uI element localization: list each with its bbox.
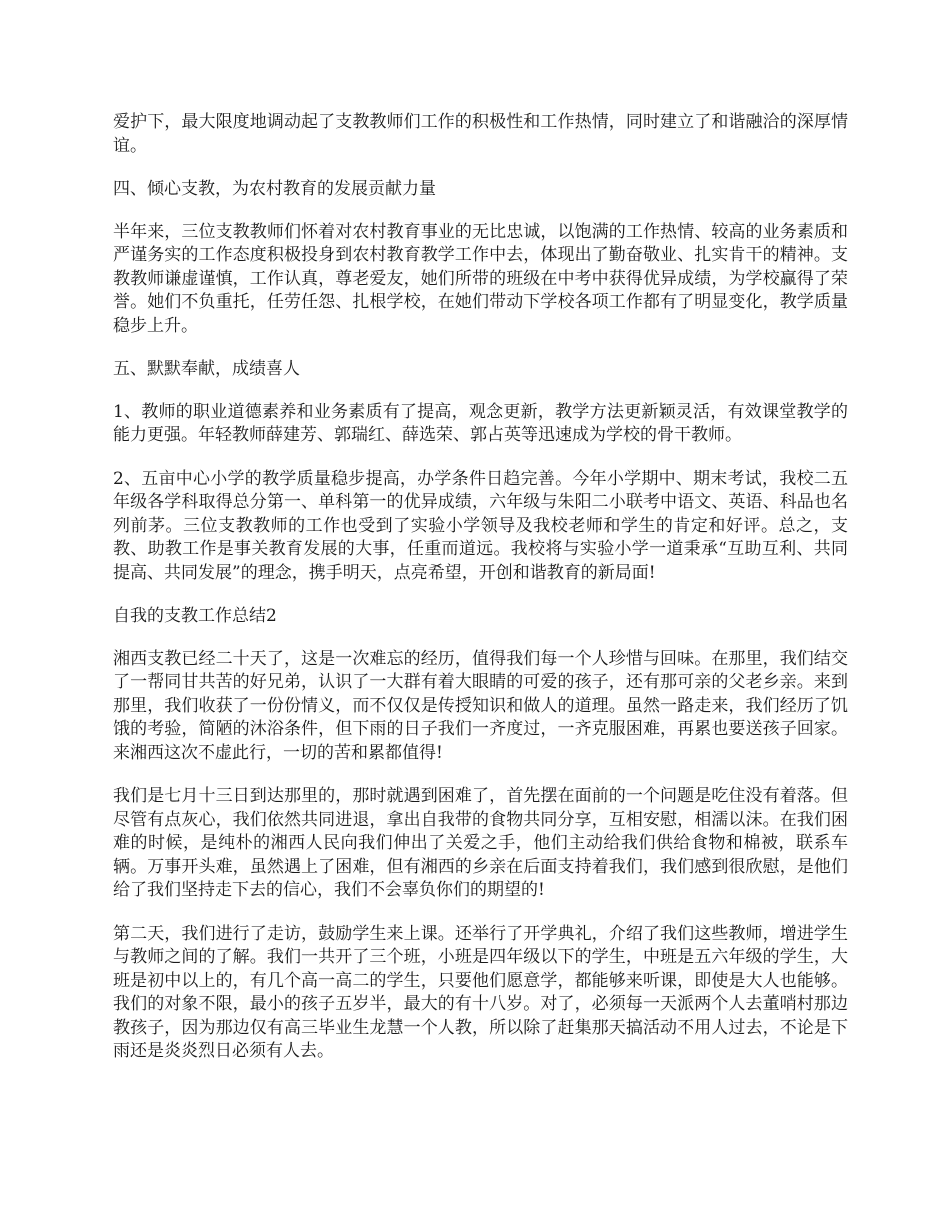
paragraph-item-2: 2、五亩中心小学的教学质量稳步提高，办学条件日趋完善。今年小学期中、期末考试，我校二五年级各学科取得总分第一、单科第一的优异成绩，六年级与朱阳二小联考中语文、英语、科品也名列前茅。三位支教教师的工作也受到了实验小学领导及我校老师和学生的肯定和好评。总之，支教、助教工作是事关教育发展的大事，任重而道远。我校将与实验小学一道秉承“互助互利、共同提高、共同发展”的理念，携手明天，点亮希望，开创和谐教育的新局面! [113,468,848,583]
paragraph-half-year: 半年来，三位支教教师们怀着对农村教育事业的无比忠诚，以饱满的工作热情、较高的业务素质和严谨务实的工作态度积极投身到农村教育教学工作中去，体现出了勤奋敬业、扎实肯干的精神。支教教师谦虚谨慎，工作认真，尊老爱友，她们所带的班级在中考中获得优异成绩，为学校赢得了荣誉。她们不负重托，任劳任怨、扎根学校，在她们带动下学校各项工作都有了明显变化，教学质量稳步上升。 [113,221,848,336]
paragraph-arrival: 我们是七月十三日到达那里的，那时就遇到困难了，首先摆在面前的一个问题是吃住没有着落。但尽管有点灰心，我们依然共同进退，拿出自我带的食物共同分享，互相安慰，相濡以沫。在我们困难的时候，是纯朴的湘西人民向我们伸出了关爱之手，他们主动给我们供给食物和棉被，联系车辆。万事开头难，虽然遇上了困难，但有湘西的乡亲在后面支持着我们，我们感到很欣慰，是他们给了我们坚持走下去的信心，我们不会辜负你们的期望的! [113,786,848,900]
paragraph-second-day: 第二天，我们进行了走访，鼓励学生来上课。还举行了开学典礼，介绍了我们这些教师，增进学生与教师之间的了解。我们一共开了三个班，小班是四年级以下的学生，中班是五六年级的学生，大班是初中以上的，有几个高一高二的学生，只要他们愿意学，都能够来听课，即使是大人也能够。我们的对象不限，最小的孩子五岁半，最大的有十八岁。对了，必须每一天派两个人去董哨村那边教孩子，因为那边仅有高三毕业生龙慧一个人教，所以除了赶集那天搞活动不用人过去，不论是下雨还是炎炎烈日必须有人去。 [113,923,848,1061]
section-title-summary-2: 自我的支教工作总结2 [113,606,277,626]
section-heading-5: 五、默默奉献，成绩喜人 [113,359,300,379]
document-body [113,111,848,1084]
paragraph-care-continuation: 爱护下，最大限度地调动起了支教教师们工作的积极性和工作热情，同时建立了和谐融洽的深厚情谊。 [113,112,848,156]
paragraph-item-1: 1、教师的职业道德素养和业务素质有了提高，观念更新，教学方法更新颖灵活，有效课堂教学的能力更强。年轻教师薛建芳、郭瑞红、薛选荣、郭占英等迅速成为学校的骨干教师。 [113,401,848,445]
section-heading-4: 四、倾心支教，为农村教育的发展贡献力量 [113,179,436,199]
paragraph-xiangxi-intro: 湘西支教已经二十天了，这是一次难忘的经历，值得我们每一个人珍惜与回味。在那里，我们结交了一帮同甘共苦的好兄弟，认识了一大群有着大眼睛的可爱的孩子，还有那可亲的父老乡亲。来到那里，我们收获了一份份情义，而不仅仅是传授知识和做人的道理。虽然一路走来，我们经历了饥饿的考验，简陋的沐浴条件，但下雨的日子我们一齐度过，一齐克服困难，再累也要送孩子回家。来湘西这次不虚此行，一切的苦和累都值得! [113,648,848,763]
